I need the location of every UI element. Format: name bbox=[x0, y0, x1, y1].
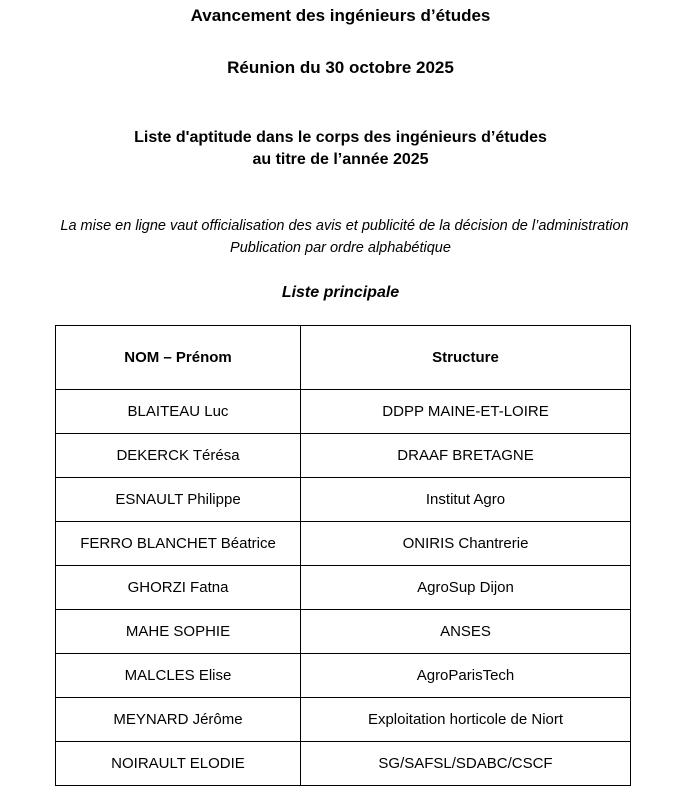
table-row bbox=[56, 654, 631, 698]
cell-structure: AgroParisTech bbox=[301, 654, 631, 698]
table-row bbox=[56, 522, 631, 566]
column-header-name: NOM – Prénom bbox=[56, 326, 301, 390]
table-row bbox=[56, 390, 631, 434]
meeting-date: Réunion du 30 octobre 2025 bbox=[227, 58, 454, 77]
table-header-row bbox=[56, 326, 631, 390]
cell-name: GHORZI Fatna bbox=[56, 566, 301, 610]
column-header-structure: Structure bbox=[301, 326, 631, 390]
cell-structure: ONIRIS Chantrerie bbox=[301, 522, 631, 566]
cell-name: FERRO BLANCHET Béatrice bbox=[56, 522, 301, 566]
cell-structure: Institut Agro bbox=[301, 478, 631, 522]
table-row bbox=[56, 610, 631, 654]
cell-name: MAHE SOPHIE bbox=[56, 610, 301, 654]
cell-structure: SG/SAFSL/SDABC/CSCF bbox=[301, 742, 631, 786]
cell-name: MALCLES Elise bbox=[56, 654, 301, 698]
cell-structure: Exploitation horticole de Niort bbox=[301, 698, 631, 742]
table-row bbox=[56, 742, 631, 786]
cell-structure: DRAAF BRETAGNE bbox=[301, 434, 631, 478]
cell-name: ESNAULT Philippe bbox=[56, 478, 301, 522]
cell-name: BLAITEAU Luc bbox=[56, 390, 301, 434]
document-title: Avancement des ingénieurs d’études bbox=[190, 6, 491, 25]
notice-line-2: Publication par ordre alphabétique bbox=[230, 240, 451, 256]
table-row bbox=[56, 434, 631, 478]
list-heading: Liste principale bbox=[281, 284, 400, 301]
cell-structure: ANSES bbox=[301, 610, 631, 654]
aptitude-table bbox=[55, 325, 631, 786]
notice-line-1: La mise en ligne vaut officialisation des avis et publicité de la décision de l’administration bbox=[60, 218, 629, 234]
cell-name: DEKERCK Térésa bbox=[56, 434, 301, 478]
cell-structure: AgroSup Dijon bbox=[301, 566, 631, 610]
cell-name: NOIRAULT ELODIE bbox=[56, 742, 301, 786]
subtitle-line-1: Liste d'aptitude dans le corps des ingénieurs d’études bbox=[134, 129, 547, 146]
cell-structure: DDPP MAINE-ET-LOIRE bbox=[301, 390, 631, 434]
table-row bbox=[56, 698, 631, 742]
cell-name: MEYNARD Jérôme bbox=[56, 698, 301, 742]
table-row bbox=[56, 478, 631, 522]
table-row bbox=[56, 566, 631, 610]
subtitle-line-2: au titre de l’année 2025 bbox=[252, 151, 429, 168]
